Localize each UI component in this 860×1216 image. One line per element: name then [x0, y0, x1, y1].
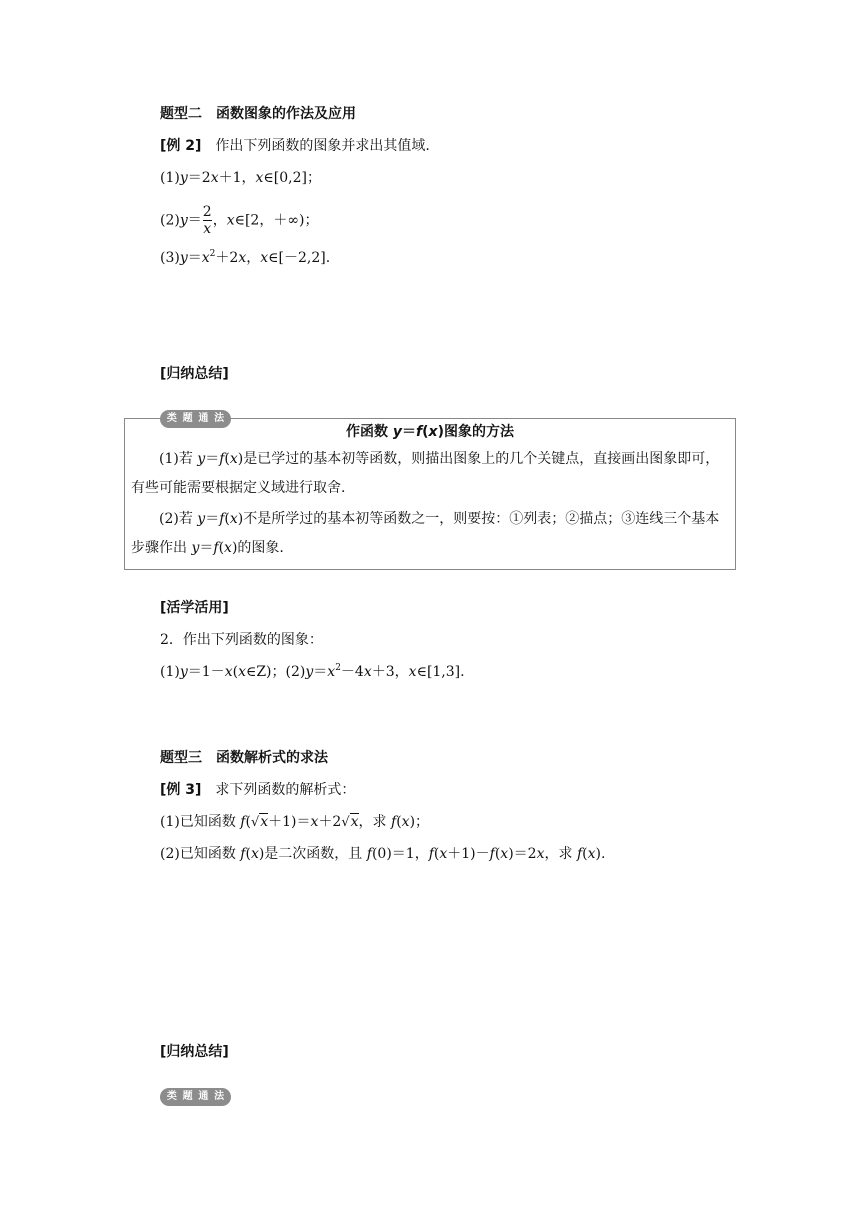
text: (: [218, 540, 225, 556]
var: f: [576, 846, 583, 862]
var: f: [240, 846, 246, 862]
problem-3: [160, 248, 330, 268]
var: x: [201, 250, 210, 266]
var: x: [238, 664, 246, 680]
text: (: [245, 814, 251, 830]
text: 作函数: [346, 424, 393, 440]
var: f: [391, 814, 397, 830]
text: (: [224, 511, 230, 527]
text: (: [245, 846, 251, 862]
example-3-line: [160, 780, 355, 800]
text: (1)若: [159, 451, 198, 467]
text: ＝: [199, 540, 214, 556]
text: )＝2: [508, 846, 537, 862]
fraction-numerator: 2: [202, 204, 212, 220]
text: ＝: [402, 424, 417, 440]
text: ＝: [313, 664, 328, 680]
var: x: [260, 814, 269, 830]
var: x: [229, 451, 238, 467]
var: x: [536, 846, 545, 862]
var: f: [219, 511, 225, 527]
var: y: [191, 540, 200, 556]
var: x: [224, 540, 232, 556]
text: ，求: [358, 814, 391, 830]
problem-1: [160, 168, 321, 188]
badge-char: 题: [182, 413, 193, 424]
method-paragraph-1: [131, 445, 731, 503]
fraction-denominator: x: [203, 221, 212, 237]
badge-char: 法: [214, 1091, 225, 1102]
example-2-line: [160, 136, 430, 156]
badge-char: 通: [198, 1091, 209, 1102]
text: (: [494, 846, 501, 862]
text: (: [433, 846, 440, 862]
sqrt-icon: √: [341, 815, 350, 830]
var: x: [238, 250, 247, 266]
text: )的图象.: [231, 540, 284, 556]
badge-char: 题: [182, 1091, 193, 1102]
var: y: [197, 511, 206, 527]
text: ∈[0,2]；: [263, 170, 321, 186]
text: ＝: [205, 451, 220, 467]
section-title-2: 题型二 函数图象的作法及应用: [160, 106, 356, 122]
var: x: [210, 170, 219, 186]
example-text: 作出下列函数的图象并求出其值域.: [215, 138, 430, 154]
text: ＋2: [215, 250, 239, 266]
var: y: [179, 212, 188, 229]
method-box: [124, 418, 736, 570]
text: ∈[－2,2].: [268, 250, 331, 266]
text: (1): [160, 170, 180, 186]
text: (0)＝1，: [371, 846, 429, 862]
var: x: [229, 511, 238, 527]
category-badge-2: [160, 1088, 231, 1106]
text: ＋1)＝: [268, 814, 311, 830]
var: x: [428, 424, 438, 440]
var: f: [428, 846, 434, 862]
text: (: [422, 424, 429, 440]
example-text: 求下列函数的解析式：: [215, 782, 356, 798]
var: x: [260, 250, 269, 266]
method-paragraph-2: [131, 505, 731, 563]
text: ∈[2，＋∞)；: [234, 212, 319, 229]
var: y: [179, 250, 188, 266]
text: ＋1)－: [447, 846, 490, 862]
text: (3): [160, 250, 180, 266]
exponent: 2: [209, 249, 216, 259]
section-title-3: 题型三 函数解析式的求法: [160, 750, 328, 766]
text: ＋3，: [371, 664, 409, 680]
practice-heading: [活学活用]: [160, 600, 229, 616]
var: x: [255, 170, 264, 186]
var: y: [305, 664, 314, 680]
text: ，: [246, 250, 261, 266]
text: ∈Z)；(2): [245, 664, 306, 680]
var: x: [226, 212, 235, 229]
var: y: [197, 451, 206, 467]
text: (: [396, 814, 402, 830]
var: f: [416, 424, 423, 440]
text: ∈[1,3].: [416, 664, 465, 680]
example-label: [例 3]: [160, 782, 202, 798]
example-label: [例 2]: [160, 138, 202, 154]
problem-3-2: [160, 844, 605, 864]
text: )；: [409, 814, 430, 830]
practice-problems: [160, 662, 465, 682]
var: f: [219, 451, 225, 467]
text: ，求: [544, 846, 577, 862]
var: f: [240, 814, 246, 830]
var: x: [250, 846, 259, 862]
text: －4: [340, 664, 364, 680]
text: (2)已知函数: [160, 846, 241, 862]
text: )是二次函数，且: [258, 846, 367, 862]
var: x: [224, 664, 233, 680]
var: x: [439, 846, 448, 862]
var: x: [363, 664, 372, 680]
var: x: [408, 664, 417, 680]
problem-3-1: [160, 812, 429, 833]
var: y: [179, 170, 188, 186]
var: x: [587, 846, 596, 862]
problem-2: [160, 204, 318, 237]
badge-char: 类: [166, 1091, 177, 1102]
exponent: 2: [335, 663, 341, 673]
var: x: [350, 814, 359, 830]
var: y: [392, 424, 403, 440]
var: x: [401, 814, 410, 830]
category-badge-1: [160, 410, 231, 428]
text: ＝2: [187, 170, 211, 186]
text: (2)若: [159, 511, 198, 527]
text: (: [232, 664, 239, 680]
summary-heading-1: [归纳总结]: [160, 366, 229, 382]
text: ＋2: [318, 814, 342, 830]
text: ＝: [187, 250, 202, 266]
badge-char: 类: [166, 413, 177, 424]
text: ＝: [187, 212, 202, 229]
summary-heading-2: [归纳总结]: [160, 1044, 229, 1060]
text: (: [582, 846, 588, 862]
var: f: [213, 540, 219, 556]
var: f: [366, 846, 372, 862]
text: ＋1，: [218, 170, 256, 186]
var: x: [327, 664, 336, 680]
badge-char: 通: [198, 413, 209, 424]
fraction: [203, 204, 212, 237]
text: (1)已知函数: [160, 814, 241, 830]
sqrt-icon: √: [250, 815, 260, 830]
text: (: [224, 451, 230, 467]
var: x: [310, 814, 319, 830]
text: )是已学过的基本初等函数，则描出图象上的几个关键点，直接画出图象即可，有些可能需要根据定义域进行取舍.: [131, 451, 720, 496]
var: x: [500, 846, 509, 862]
text: ＝1－: [187, 664, 225, 680]
badge-char: 法: [214, 413, 225, 424]
text: ，: [212, 212, 227, 229]
text: )图象的方法: [437, 424, 514, 440]
practice-question: 2．作出下列函数的图象：: [160, 632, 323, 648]
var: f: [489, 846, 495, 862]
text: (1): [160, 664, 180, 680]
text: ＝: [205, 511, 220, 527]
text: ).: [595, 846, 606, 862]
var: y: [179, 664, 188, 680]
text: )不是所学过的基本初等函数之一，则要按：①列表；②描点；③连线三个基本步骤作出: [131, 511, 720, 556]
text: (2): [160, 212, 180, 229]
